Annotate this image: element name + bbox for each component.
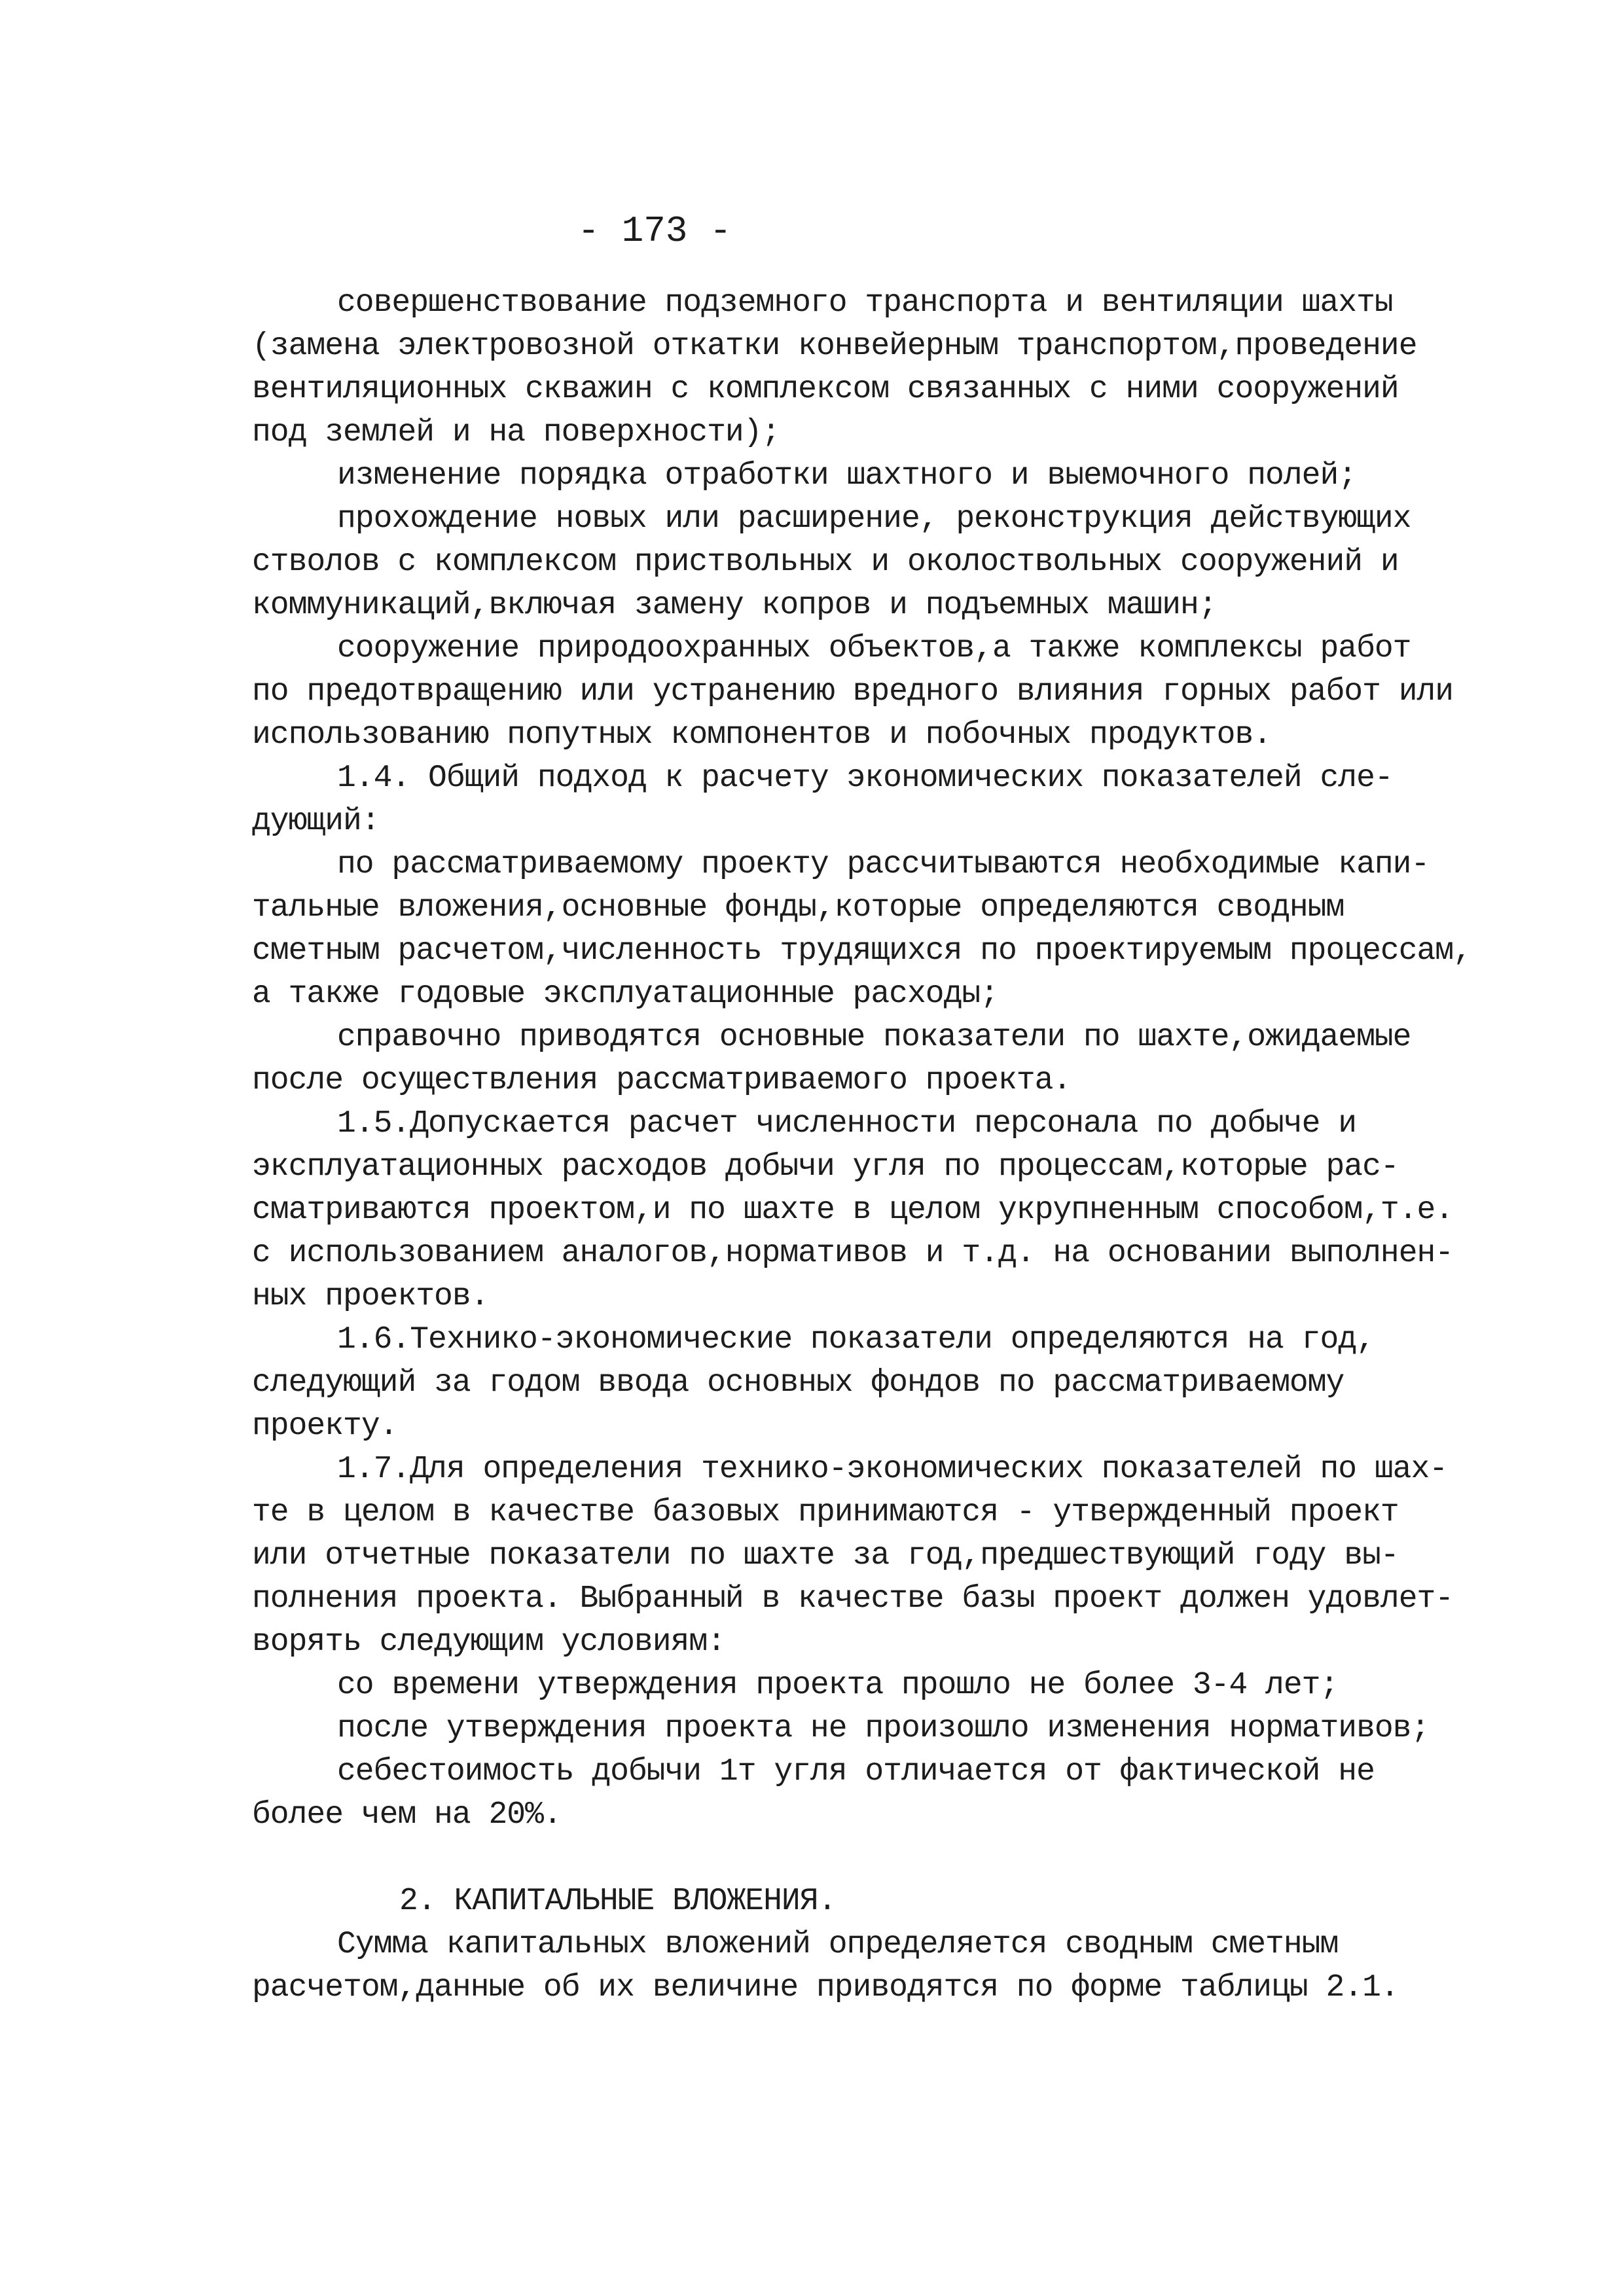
text-line: с использованием аналогов,нормативов и т.д. на основании выполнен- — [252, 1236, 1454, 1271]
text-line: сооружение природоохранных объектов,а также комплексы работ — [337, 631, 1411, 666]
text-line: совершенствование подземного транспорта и вентиляции шахты — [337, 285, 1393, 321]
text-line: те в целом в качестве базовых принимаются - утвержденный проект — [252, 1495, 1399, 1530]
section-heading: 2. КАПИТАЛЬНЫЕ ВЛОЖЕНИЯ. — [399, 1884, 837, 1919]
text-line: после осуществления рассматриваемого проекта. — [252, 1063, 1072, 1098]
text-line: под землей и на поверхности); — [252, 415, 780, 450]
text-line: коммуникаций,включая замену копров и подъемных машин; — [252, 588, 1217, 623]
text-line: или отчетные показатели по шахте за год,предшествующий году вы- — [252, 1538, 1399, 1573]
text-line: справочно приводятся основные показатели по шахте,ожидаемые — [337, 1020, 1411, 1055]
text-line: следующий за годом ввода основных фондов по рассматриваемому — [252, 1365, 1344, 1401]
text-line: сметным расчетом,численность трудящихся по проектируемым процессам, — [252, 933, 1471, 969]
text-line: эксплуатационных расходов добычи угля по процессам,которые рас- — [252, 1149, 1399, 1185]
paragraph-1-6: 1.6.Технико-экономические показатели определяются на год, — [337, 1322, 1375, 1357]
text-line: а также годовые эксплуатационные расходы; — [252, 977, 998, 1012]
page-number: - 173 - — [577, 210, 732, 252]
text-line: проекту. — [252, 1408, 398, 1444]
text-line: по предотвращению или устранению вредного влияния горных работ или — [252, 674, 1454, 709]
text-line: использованию попутных компонентов и побочных продуктов. — [252, 717, 1272, 753]
text-line: изменение порядка отработки шахтного и выемочного полей; — [337, 458, 1357, 493]
text-line: (замена электровозной откатки конвейерным транспортом,проведение — [252, 329, 1417, 364]
text-line: себестоимость добычи 1т угля отличается от фактической не — [337, 1754, 1375, 1789]
paragraph-1-5: 1.5.Допускается расчет численности персонала по добыче и — [337, 1106, 1357, 1141]
text-line: полнения проекта. Выбранный в качестве базы проект должен удовлет- — [252, 1581, 1454, 1617]
text-line: со времени утверждения проекта прошло не более 3-4 лет; — [337, 1668, 1339, 1703]
text-line: более чем на 20%. — [252, 1797, 562, 1833]
text-line: после утверждения проекта не произошло изменения нормативов; — [337, 1711, 1430, 1746]
text-line: ворять следующим условиям: — [252, 1624, 725, 1660]
text-line: Сумма капитальных вложений определяется сводным сметным — [337, 1927, 1339, 1962]
text-line: дующий: — [252, 804, 380, 839]
text-line: по рассматриваемому проекту рассчитываются необходимые капи- — [337, 847, 1430, 882]
paragraph-1-7: 1.7.Для определения технико-экономических показателей по шах- — [337, 1452, 1448, 1487]
body-text — [252, 281, 1471, 2009]
text-line: прохождение новых или расширение, реконструкция действующих — [337, 501, 1411, 537]
text-line: вентиляционных скважин с комплексом связанных с ними сооружений — [252, 372, 1399, 407]
text-line: ных проектов. — [252, 1279, 489, 1314]
text-line: стволов с комплексом приствольных и околоствольных сооружений и — [252, 545, 1399, 580]
text-line: расчетом,данные об их величине приводятся по форме таблицы 2.1. — [252, 1970, 1399, 2005]
paragraph-1-4: 1.4. Общий подход к расчету экономических показателей сле- — [337, 761, 1393, 796]
text-line: сматриваются проектом,и по шахте в целом укрупненным способом,т.е. — [252, 1193, 1454, 1228]
blank-line — [252, 1837, 1437, 1880]
text-line: тальные вложения,основные фонды,которые определяются сводным — [252, 890, 1344, 925]
